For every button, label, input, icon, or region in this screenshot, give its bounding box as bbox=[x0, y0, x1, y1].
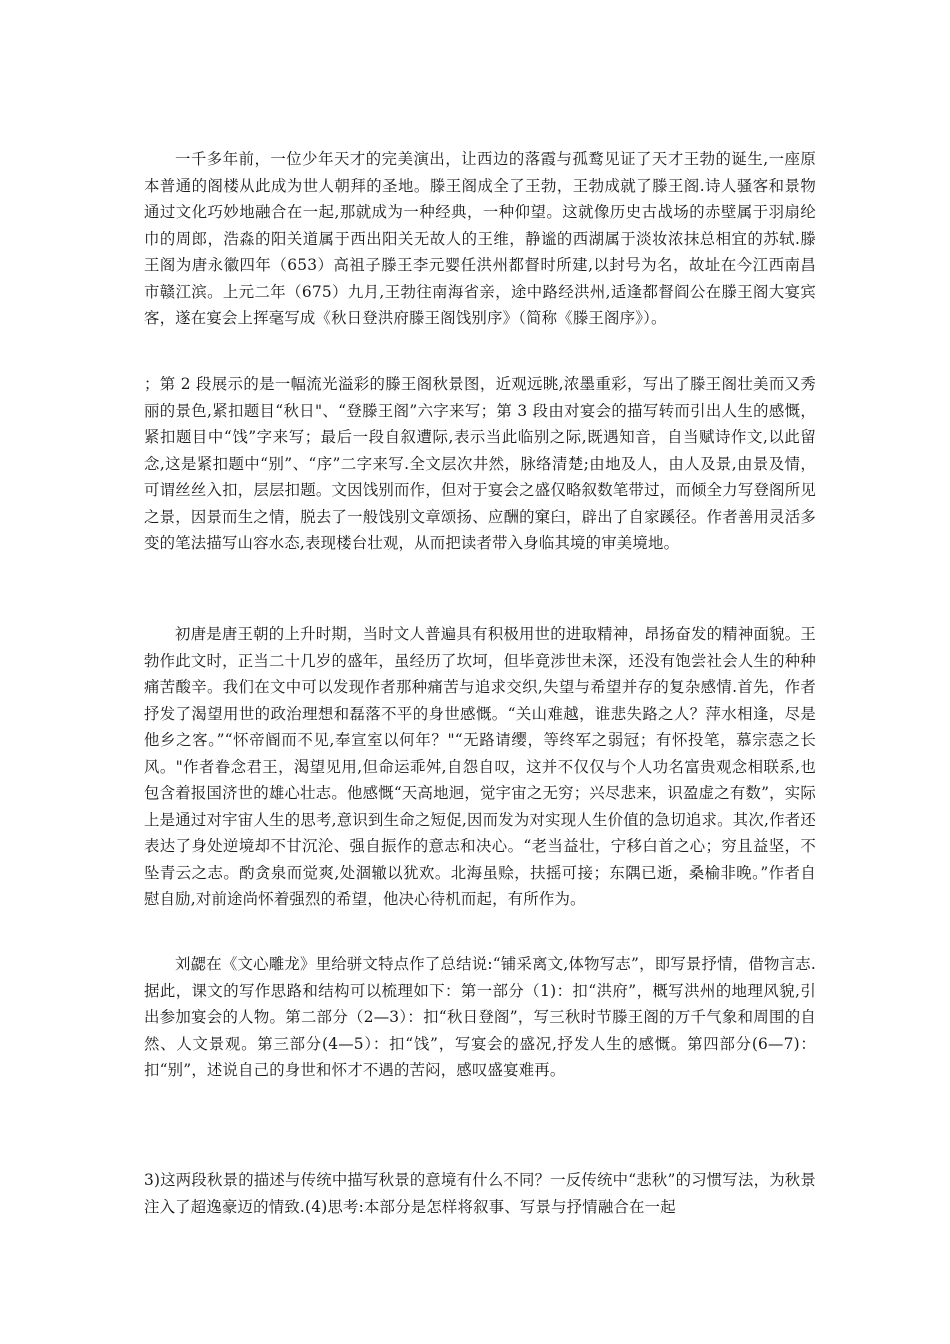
paragraph-intro: 一千多年前，一位少年天才的完美演出，让西边的落霞与孤鹜见证了天才王勃的诞生,一座原本普通的阁楼从此成为世人朝拜的圣地。滕王阁成全了王勃，王勃成就了滕王阁.诗人骚客和景物通过文化巧妙地融合在一起,那就成为一种经典，一种仰望。这就像历史古战场的赤壁属于羽扇纶巾的周郎，浩淼的阳关道属于西出阳关无故人的王维，静谧的西湖属于淡妆浓抹总相宜的苏轼.滕王阁为唐永徽四年（653）高祖子滕王李元婴任洪州都督时所建,以封号为名，故址在今江西南昌市赣江滨。上元二年（675）九月,王勃往南海省亲，途中路经洪州,适逢都督阎公在滕王阁大宴宾客，遂在宴会上挥毫写成《秋日登洪府滕王阁饯别序》（简称《滕王阁序》）。 bbox=[144, 150, 816, 327]
paragraph-outline: 刘勰在《文心雕龙》里给骈文特点作了总结说:“铺采离文,体物写志”，即写景抒情，借物言志.据此，课文的写作思路和结构可以梳理如下：第一部分（1)：扣“洪府”，概写洪州的地理风貌,引出参加宴会的人物。第二部分（2—3）：扣“秋日登阁”，写三秋时节滕王阁的万千气象和周围的自然、人文景观。第三部分(4—5）：扣“饯”，写宴会的盛况,抒发人生的感慨。第四部分(6—7)：扣“别”，述说自己的身世和怀才不遇的苦闷，感叹盛宴难再。 bbox=[144, 955, 816, 1079]
paragraph-question: 3)这两段秋景的描述与传统中描写秋景的意境有什么不同？一反传统中“悲秋”的习惯写法，为秋景注入了超逸豪迈的情致.(4)思考:本部分是怎样将叙事、写景与抒情融合在一起 bbox=[144, 1171, 816, 1216]
paragraph-background: 初唐是唐王朝的上升时期，当时文人普遍具有积极用世的进取精神，昂扬奋发的精神面貌。王勃作此文时，正当二十几岁的盛年，虽经历了坎坷，但毕竟涉世未深，还没有饱尝社会人生的种种痛苦酸辛。我们在文中可以发现作者那种痛苦与追求交织,失望与希望并存的复杂感情.首先，作者抒发了渴望用世的政治理想和磊落不平的身世感慨。“关山难越，谁悲失路之人？萍水相逢，尽是他乡之客。”“怀帝阍而不见,奉宣室以何年？"“无路请缨，等终军之弱冠；有怀投笔，慕宗悫之长风。"作者眷念君王，渴望见用,但命运乖舛,自怨自叹，这并不仅仅与个人功名富贵观念相联系,也包含着报国济世的雄心壮志。他感慨“天高地迥，觉宇宙之无穷；兴尽悲来，识盈虚之有数”，实际上是通过对宇宙人生的思考,意识到生命之短促,因而发为对实现人生价值的急切追求。其次,作者还表达了身处逆境却不甘沉沦、强自振作的意志和决心。“老当益壮，宁移白首之心；穷且益坚，不坠青云之志。酌贪泉而觉爽,处涸辙以犹欢。北海虽赊，扶摇可接；东隅已逝，桑榆非晚。”作者自慰自励,对前途尚怀着强烈的希望，他决心待机而起，有所作为。 bbox=[144, 625, 816, 908]
paragraph-structure-analysis: ；第 2 段展示的是一幅流光溢彩的滕王阁秋景图，近观远眺,浓墨重彩，写出了滕王阁壮美而又秀丽的景色,紧扣题目“秋日"、“登滕王阁”六字来写；第 3 段由对宴会的描写转而引出人生的感慨，紧扣题目中“饯”字来写；最后一段自叙遭际,表示当此临别之际,既遇知音，自当赋诗作文,以此留念,这是紧扣题中“别”、“序”二字来写.全文层次井然，脉络清楚;由地及人，由人及景,由景及情，可谓丝丝入扣，层层扣题。文因饯别而作，但对于宴会之盛仅略叙数笔带过，而倾全力写登阁所见之景，因景而生之情，脱去了一般饯别文章颂扬、应酬的窠臼，辟出了自家蹊径。作者善用灵活多变的笔法描写山容水态,表现楼台壮观，从而把读者带入身临其境的审美境地。 bbox=[144, 375, 816, 552]
